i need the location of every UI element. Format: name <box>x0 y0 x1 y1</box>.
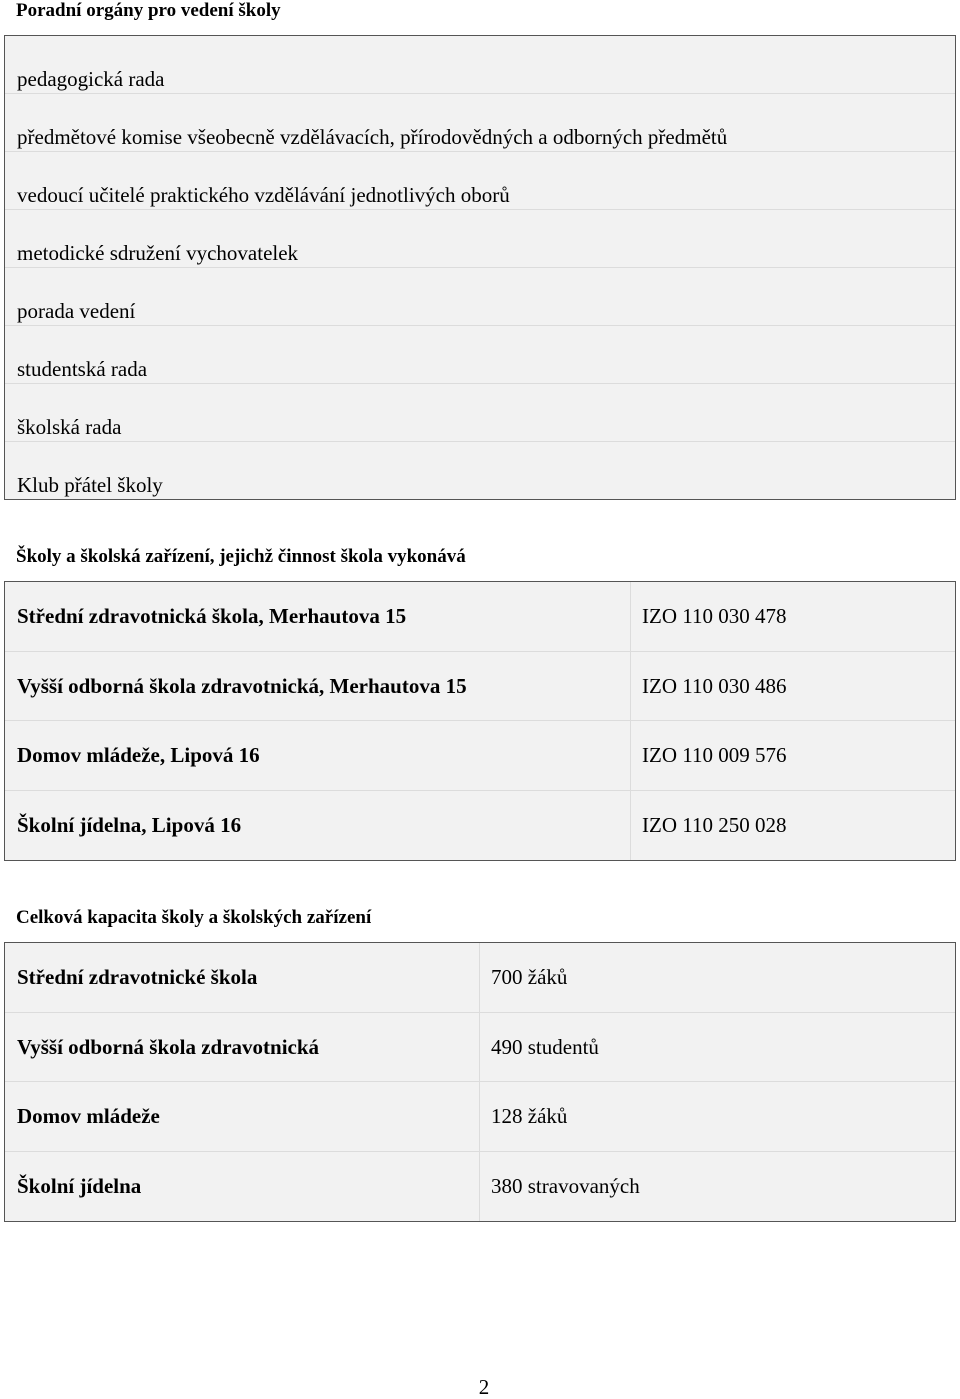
facility-name-cell: Střední zdravotnické škola <box>5 943 480 1012</box>
table-row <box>5 1082 955 1152</box>
table-row <box>5 582 955 652</box>
izo-cell: IZO 110 030 478 <box>642 604 787 628</box>
facility-name-cell: Domov mládeže <box>5 1082 480 1151</box>
advisory-bodies-list <box>4 35 956 500</box>
table-row <box>5 1152 955 1222</box>
capacity-table <box>4 942 956 1222</box>
advisory-bodies-heading: Poradní orgány pro vedení školy <box>16 0 281 21</box>
school-name-cell: Domov mládeže, Lipová 16 <box>5 721 631 790</box>
table-row <box>5 791 955 861</box>
school-name-cell: Vyšší odborná škola zdravotnická, Merhautova 15 <box>5 652 631 721</box>
page-number: 2 <box>478 1375 490 1399</box>
capacity-value-cell: 128 žáků <box>491 1104 568 1128</box>
school-name-cell: Střední zdravotnická škola, Merhautova 15 <box>5 582 631 651</box>
list-item: školská rada <box>5 384 955 442</box>
table-row <box>5 1013 955 1083</box>
list-item: Klub přátel školy <box>17 473 163 497</box>
list-item: studentská rada <box>5 326 955 384</box>
list-item: vedoucí učitelé praktického vzdělávání jednotlivých oborů <box>5 152 955 210</box>
list-item: porada vedení <box>5 268 955 326</box>
table-row <box>5 721 955 791</box>
facility-name-cell: Školní jídelna <box>5 1152 480 1222</box>
facility-name-cell: Vyšší odborná škola zdravotnická <box>5 1013 480 1082</box>
school-name-cell: Školní jídelna, Lipová 16 <box>5 791 631 861</box>
capacity-value-cell: 700 žáků <box>491 965 568 989</box>
list-item: pedagogická rada <box>5 36 955 94</box>
capacity-value-cell: 380 stravovaných <box>491 1173 640 1198</box>
capacity-value-cell: 490 studentů <box>491 1034 599 1059</box>
schools-heading: Školy a školská zařízení, jejichž činnost škola vykonává <box>16 546 466 567</box>
izo-cell: IZO 110 250 028 <box>642 812 787 837</box>
capacity-heading: Celková kapacita školy a školských zařízení <box>16 907 372 928</box>
izo-cell: IZO 110 030 486 <box>642 673 787 698</box>
table-row <box>5 652 955 722</box>
table-row <box>5 943 955 1013</box>
schools-table <box>4 581 956 861</box>
list-item: předmětové komise všeobecně vzdělávacích, přírodovědných a odborných předmětů <box>5 94 955 152</box>
izo-cell: IZO 110 009 576 <box>642 743 787 767</box>
list-item: metodické sdružení vychovatelek <box>5 210 955 268</box>
